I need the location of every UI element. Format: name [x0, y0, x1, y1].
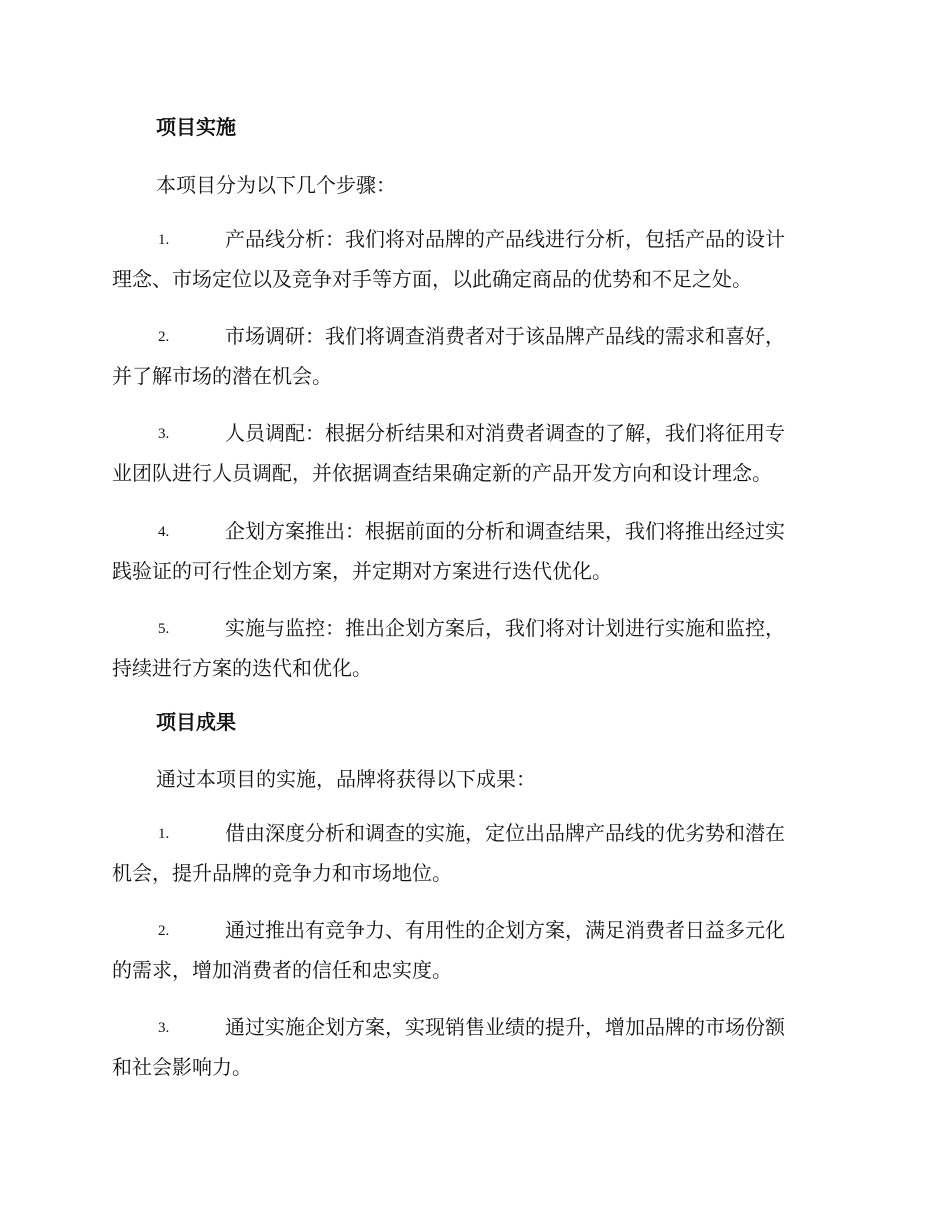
step-text-line1: 企划方案推出：根据前面的分析和调查结果，我们将推出经过实	[225, 519, 785, 543]
step-number: 3.	[158, 426, 170, 442]
result-number: 1.	[158, 826, 170, 842]
step-item-1	[112, 227, 834, 291]
step-text-line2: 并了解市场的潜在机会。	[112, 364, 332, 388]
result-number: 3.	[158, 1020, 170, 1036]
step-item-3	[112, 421, 834, 485]
step-item-4	[112, 519, 834, 583]
result-item-3	[112, 1015, 834, 1079]
step-text-line2: 理念、市场定位以及竞争对手等方面，以此确定商品的优势和不足之处。	[112, 267, 752, 291]
step-text-line1: 市场调研：我们将调查消费者对于该品牌产品线的需求和喜好，	[225, 324, 785, 348]
result-text-line1: 借由深度分析和调查的实施，定位出品牌产品线的优劣势和潜在	[225, 821, 785, 845]
result-text-line2: 和社会影响力。	[112, 1055, 252, 1079]
step-text-line1: 产品线分析：我们将对品牌的产品线进行分析，包括产品的设计	[225, 227, 785, 251]
result-text-line1: 通过实施企划方案，实现销售业绩的提升，增加品牌的市场份额	[225, 1015, 785, 1039]
step-text-line2: 持续进行方案的迭代和优化。	[112, 656, 372, 680]
step-text-line1: 实施与监控：推出企划方案后，我们将对计划进行实施和监控，	[225, 616, 785, 640]
result-text-line2: 的需求，增加消费者的信任和忠实度。	[112, 958, 452, 982]
step-text-line2: 业团队进行人员调配，并依据调查结果确定新的产品开发方向和设计理念。	[112, 461, 772, 485]
result-number: 2.	[158, 923, 170, 939]
step-number: 2.	[158, 329, 170, 345]
result-item-2	[112, 918, 834, 982]
step-text-line2: 践验证的可行性企划方案，并定期对方案进行迭代优化。	[112, 559, 612, 583]
section-heading-implementation: 项目实施	[156, 115, 236, 139]
step-number: 5.	[158, 621, 170, 637]
result-text-line1: 通过推出有竞争力、有用性的企划方案，满足消费者日益多元化	[225, 918, 785, 942]
implementation-intro: 本项目分为以下几个步骤：	[156, 173, 396, 197]
step-text-line1: 人员调配：根据分析结果和对消费者调查的了解，我们将征用专	[225, 421, 785, 445]
step-number: 1.	[158, 232, 170, 248]
step-item-5	[112, 616, 834, 680]
result-item-1	[112, 821, 834, 885]
step-number: 4.	[158, 524, 170, 540]
section-heading-results: 项目成果	[156, 710, 236, 734]
result-text-line2: 机会，提升品牌的竞争力和市场地位。	[112, 861, 452, 885]
step-item-2	[112, 324, 834, 388]
results-intro: 通过本项目的实施，品牌将获得以下成果：	[156, 767, 536, 791]
